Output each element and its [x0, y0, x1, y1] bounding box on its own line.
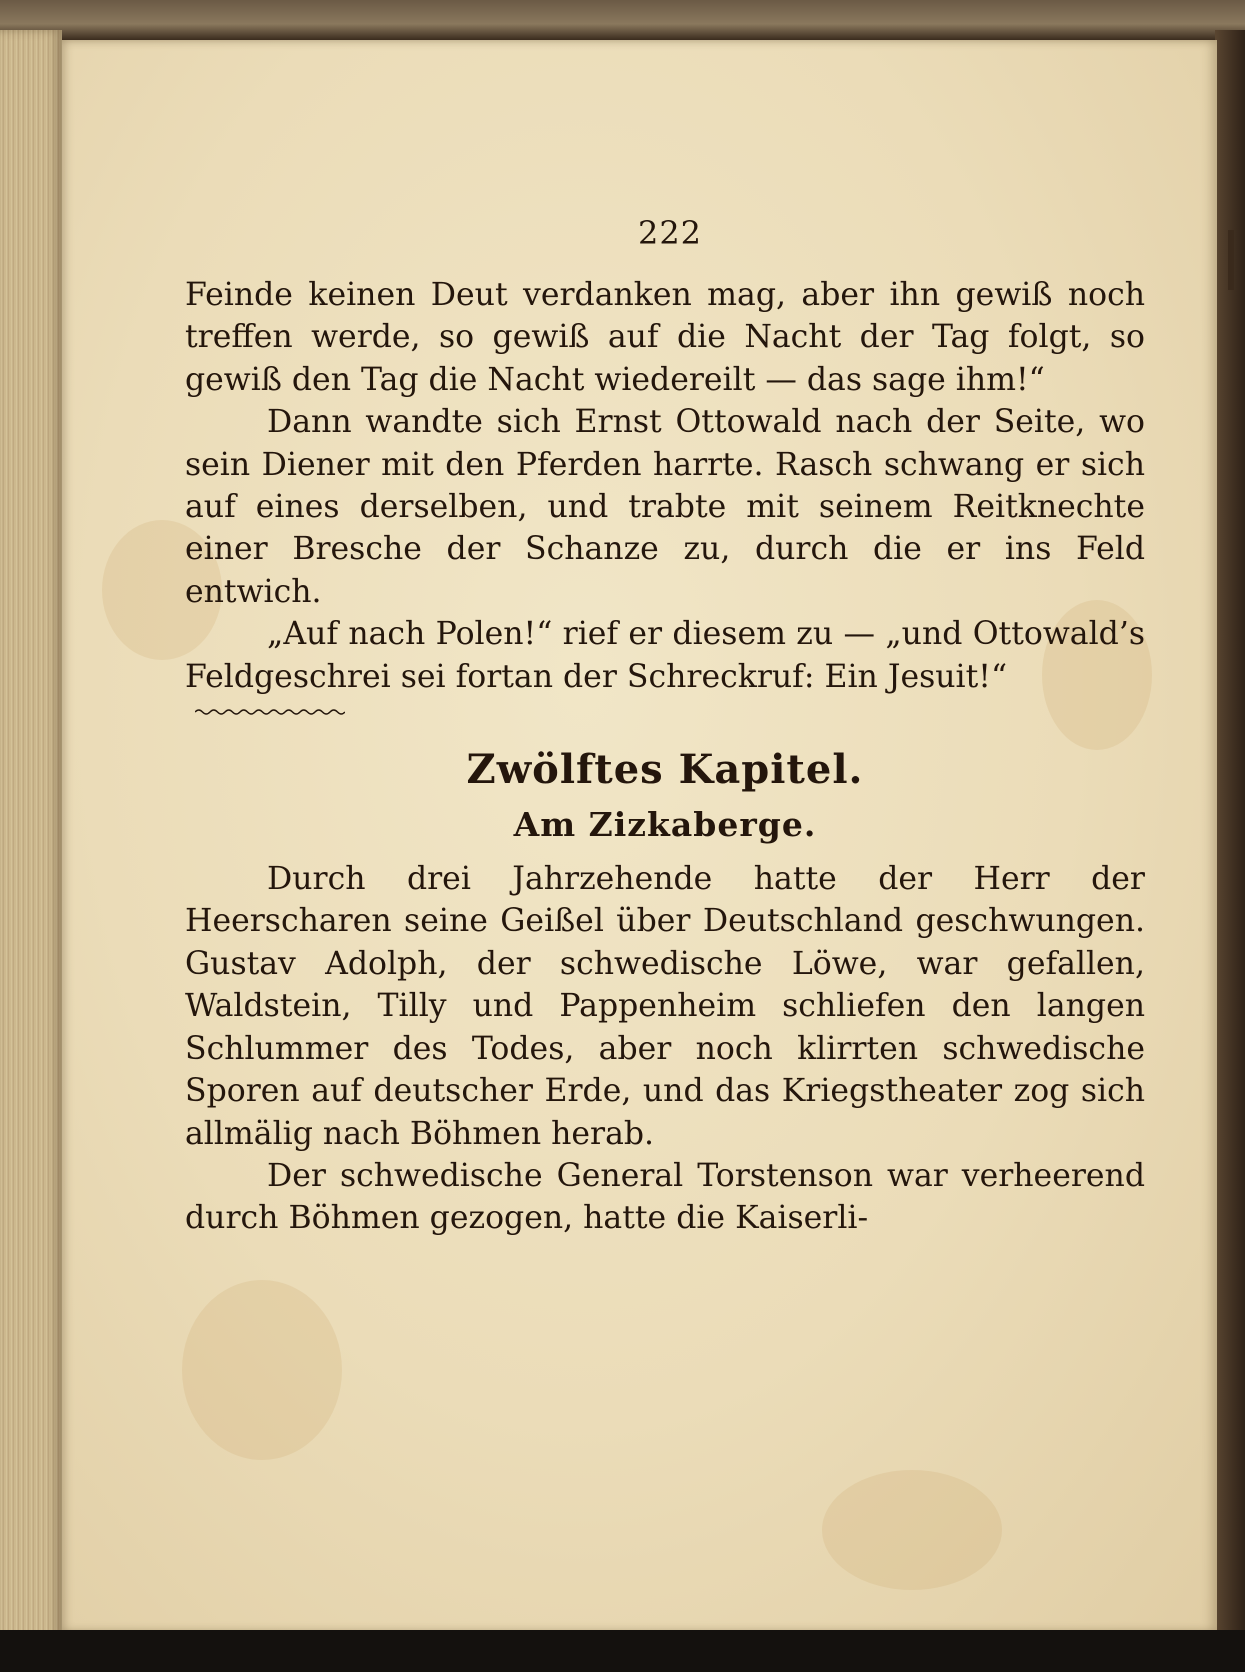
chapter-subtitle: Am Zizkaberge.: [513, 805, 817, 845]
paragraph-continuation: Feinde keinen Deut verdanken mag, aber ihn gewiß noch treffen werde, so gewiß auf die Nacht der Tag folgt, so gewiß den Tag die Nacht wiedereilt — das sage ihm!“: [185, 277, 1145, 398]
paragraph: Der schwedische General Torstenson war verheerend durch Böhmen gezogen, hatte die Kaiserli-: [185, 1157, 1145, 1237]
top-binding-edge: [0, 0, 1245, 40]
section-divider-ornament: [195, 708, 345, 716]
paper-stain: [182, 1280, 342, 1460]
paragraph: Durch drei Jahrzehende hatte der Herr der Heerscharen seine Geißel über Deutschland geschwungen. Gustav Adolph, der schwedische Löwe, war gefallen, Waldstein, Tilly und Pappenheim schliefen den langen Schlummer des Todes, aber noch klirrten schwedische Sporen auf deutscher Erde, und das Kriegstheater zog sich allmälig nach Böhmen herab.: [185, 861, 1145, 1152]
page-block-edge: [0, 30, 62, 1640]
text-column: [185, 214, 1145, 1240]
binding-mark: [1228, 230, 1234, 290]
page-number: 222: [637, 214, 703, 252]
paragraph: Dann wandte sich Ernst Ottowald nach der Seite, wo sein Diener mit den Pferden harrte. Rasch schwang er sich auf eines derselben, und trabte mit seinem Reitknechte einer Bresche der Schanze zu, durch die er ins Feld entwich.: [185, 404, 1145, 610]
bottom-dark-edge: [0, 1630, 1245, 1672]
paper-stain: [822, 1470, 1002, 1590]
paragraph: „Auf nach Polen!“ rief er diesem zu — „und Ottowald’s Feldgeschrei sei fortan der Schreckruf: Ein Jesuit!“: [185, 616, 1145, 695]
chapter-title: Zwölftes Kapitel.: [466, 746, 864, 794]
